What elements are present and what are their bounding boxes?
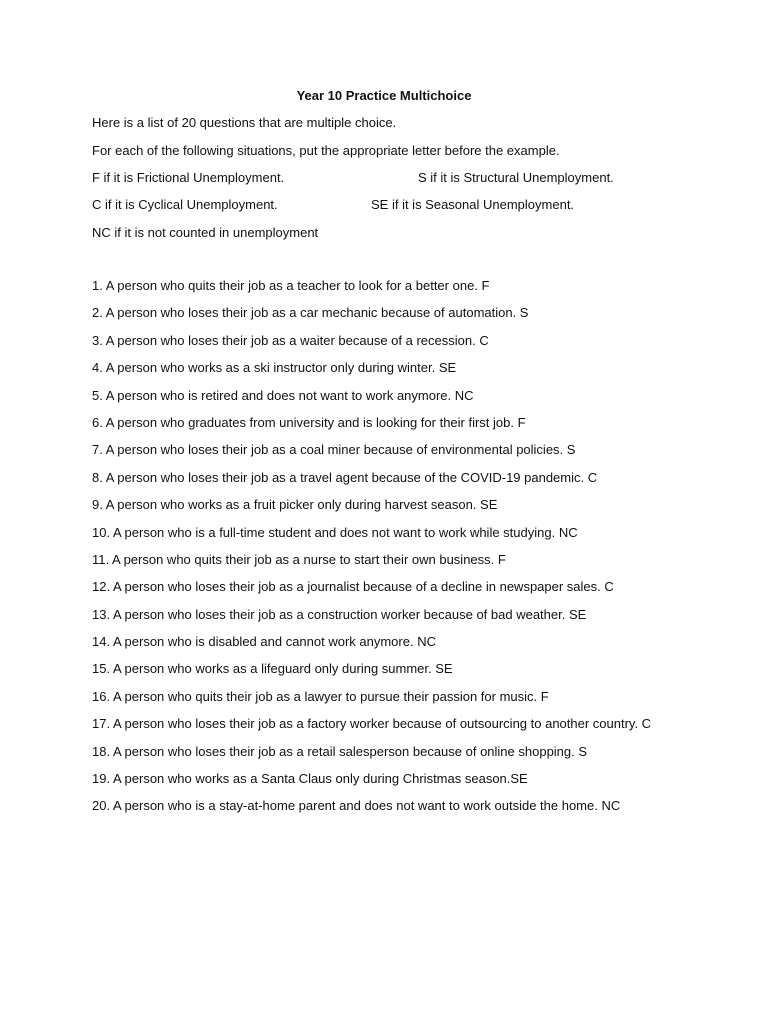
question-item: 16. A person who quits their job as a lawyer to pursue their passion for music. F	[92, 688, 549, 704]
question-item: 4. A person who works as a ski instructor only during winter. SE	[92, 360, 457, 376]
question-item: 15. A person who works as a lifeguard only during summer. SE	[92, 661, 453, 677]
question-item: 5. A person who is retired and does not want to work anymore. NC	[92, 387, 474, 403]
question-item: 17. A person who loses their job as a factory worker because of outsourcing to another country. C	[92, 716, 652, 732]
question-item: 13. A person who loses their job as a construction worker because of bad weather. SE	[92, 606, 587, 622]
legend-row-2	[92, 196, 712, 214]
legend-cyclical: C if it is Cyclical Unemployment.	[92, 197, 278, 212]
question-item: 18. A person who loses their job as a retail salesperson because of online shopping. S	[92, 743, 588, 759]
intro-line-1: Here is a list of 20 questions that are multiple choice.	[92, 115, 397, 130]
question-item: 6. A person who graduates from university and is looking for their first job. F	[92, 414, 526, 430]
question-item: 7. A person who loses their job as a coal miner because of environmental policies. S	[92, 442, 576, 458]
question-item: 2. A person who loses their job as a car mechanic because of automation. S	[92, 305, 529, 321]
question-item: 8. A person who loses their job as a travel agent because of the COVID-19 pandemic. C	[92, 469, 598, 485]
question-item: 3. A person who loses their job as a waiter because of a recession. C	[92, 332, 489, 348]
question-item: 12. A person who loses their job as a journalist because of a decline in newspaper sales. C	[92, 579, 614, 595]
question-item: 19. A person who works as a Santa Claus only during Christmas season.SE	[92, 771, 528, 787]
legend-structural: S if it is Structural Unemployment.	[418, 170, 614, 185]
legend-frictional: F if it is Frictional Unemployment.	[92, 170, 285, 185]
legend-row-3	[92, 224, 712, 242]
legend-seasonal: SE if it is Seasonal Unemployment.	[371, 197, 575, 212]
question-item: 20. A person who is a stay-at-home parent and does not want to work outside the home. NC	[92, 798, 621, 814]
legend-row-1	[92, 169, 712, 187]
document-title: Year 10 Practice Multichoice	[296, 88, 472, 103]
question-item: 14. A person who is disabled and cannot work anymore. NC	[92, 634, 436, 650]
question-item: 11. A person who quits their job as a nurse to start their own business. F	[92, 551, 506, 567]
intro-line-2: For each of the following situations, put the appropriate letter before the example.	[92, 143, 560, 158]
question-list	[92, 277, 651, 825]
question-item: 9. A person who works as a fruit picker only during harvest season. SE	[92, 497, 498, 513]
legend-not-counted: NC if it is not counted in unemployment	[92, 225, 319, 240]
question-item: 1. A person who quits their job as a teacher to look for a better one. F	[92, 278, 490, 293]
question-item: 10. A person who is a full-time student and does not want to work while studying. NC	[92, 524, 578, 540]
